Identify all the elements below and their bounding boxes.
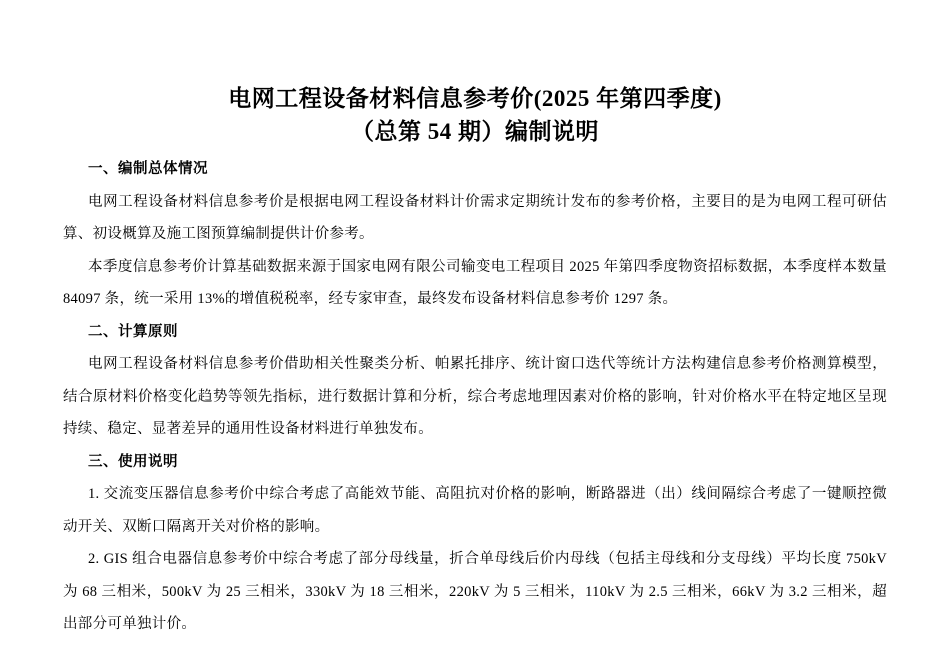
title-line-1: 电网工程设备材料信息参考价(2025 年第四季度) xyxy=(228,86,722,111)
section-compilation-overview xyxy=(63,153,887,316)
paragraph: 2. GIS 组合电器信息参考价中综合考虑了部分母线量，折合单母线后价内母线（包括主母线和分支母线）平均长度 750kV 为 68 三相米，500kV 为 25 三相米，330kV 为 18 三相米，220kV 为 5 三相米，110kV 为 2.5 三相米，66kV 为 3.2 三相米，超出部分可单独计价。 xyxy=(63,551,887,632)
section-heading-usage-notes: 三、使用说明 xyxy=(88,453,178,470)
section-calculation-principles xyxy=(63,316,887,446)
paragraph: 1. 交流变压器信息参考价中综合考虑了高能效节能、高阻抗对价格的影响，断路器进（出）线间隔综合考虑了一键顺控微动开关、双断口隔离开关对价格的影响。 xyxy=(63,486,887,535)
paragraph: 电网工程设备材料信息参考价是根据电网工程设备材料计价需求定期统计发布的参考价格，主要目的是为电网工程可研估算、初设概算及施工图预算编制提供计价参考。 xyxy=(63,193,887,242)
paragraph: 电网工程设备材料信息参考价借助相关性聚类分析、帕累托排序、统计窗口迭代等统计方法构建信息参考价格测算模型，结合原材料价格变化趋势等领先指标，进行数据计算和分析，综合考虑地理因素对价格的影响，针对价格水平在特定地区呈现持续、稳定、显著差异的通用性设备材料进行单独发布。 xyxy=(63,356,887,437)
section-heading-compilation-overview: 一、编制总体情况 xyxy=(88,161,208,177)
title-line-2: （总第 54 期）编制说明 xyxy=(351,119,599,144)
section-heading-calculation-principles: 二、计算原则 xyxy=(88,323,178,340)
paragraph: 本季度信息参考价计算基础数据来源于国家电网有限公司输变电工程项目 2025 年第四季度物资招标数据，本季度样本数量 84097 条，统一采用 13%的增值税税率，经专家审查，最终发布设备材料信息参考价 1297 条。 xyxy=(63,258,887,307)
section-usage-notes xyxy=(63,446,887,641)
document-title xyxy=(63,82,887,148)
